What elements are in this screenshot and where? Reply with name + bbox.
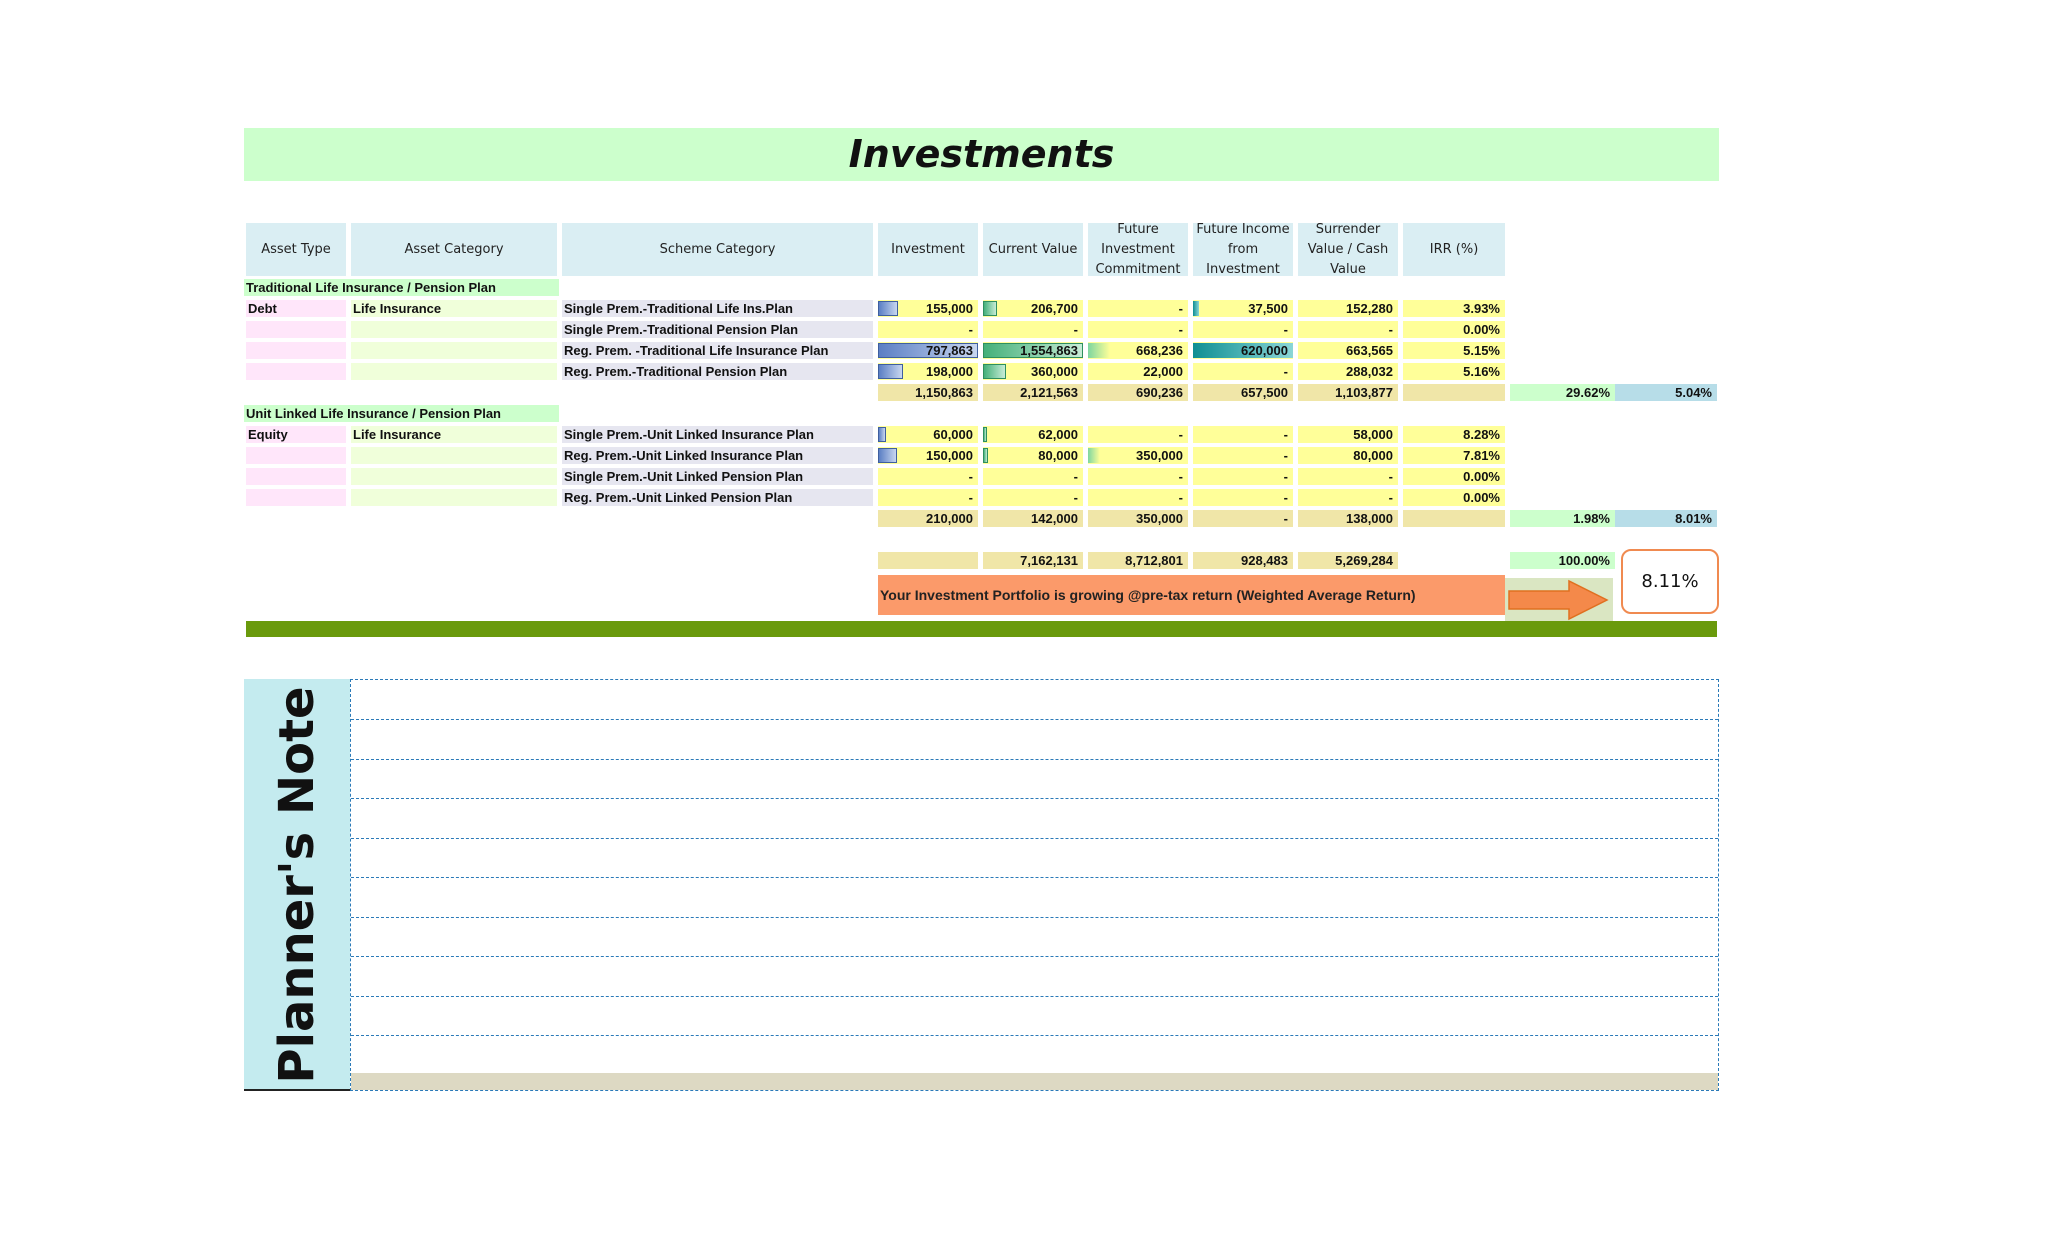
table-cell-surrender: 80,000 [1298, 447, 1398, 464]
total-surrender: 1,103,877 [1298, 384, 1398, 401]
note-line [351, 956, 1718, 957]
table-cell-asset-category: Life Insurance [351, 426, 557, 443]
table-cell-surrender: 58,000 [1298, 426, 1398, 443]
table-cell-irr: 0.00% [1403, 321, 1505, 338]
current-value-data-bar [983, 364, 1006, 379]
future-income-data-bar [1193, 301, 1199, 316]
total-surrender: 138,000 [1298, 510, 1398, 527]
table-cell-future-commitment: 350,000 [1088, 447, 1188, 464]
table-cell-investment: 198,000 [878, 363, 978, 380]
header-surrender-value: Surrender Value / Cash Value [1298, 223, 1398, 276]
planner-note-title-wrap [244, 679, 350, 1091]
table-cell-future-income: - [1193, 489, 1293, 506]
table-cell-scheme: Single Prem.-Unit Linked Insurance Plan [562, 426, 873, 443]
total-share: 1.98% [1510, 510, 1615, 527]
grand-total-investment-blank [878, 552, 978, 569]
table-cell-asset-type: Equity [246, 426, 346, 443]
investment-data-bar [878, 301, 898, 316]
section-title-traditional: Traditional Life Insurance / Pension Plan [244, 279, 559, 296]
grand-total-surrender: 5,269,284 [1298, 552, 1398, 569]
note-line [351, 1035, 1718, 1036]
total-future-income: 657,500 [1193, 384, 1293, 401]
table-cell-asset-category [351, 342, 557, 359]
total-weighted-irr: 5.04% [1615, 384, 1717, 401]
table-cell-asset-type [246, 447, 346, 464]
note-line [351, 877, 1718, 878]
table-cell-current-value: 360,000 [983, 363, 1083, 380]
table-cell-investment: 60,000 [878, 426, 978, 443]
table-cell-scheme: Reg. Prem.-Traditional Pension Plan [562, 363, 873, 380]
summary-text: Your Investment Portfolio is growing @pre-tax return (Weighted Average Return) [880, 587, 1416, 603]
section-title-unit-linked: Unit Linked Life Insurance / Pension Plan [244, 405, 559, 422]
investment-data-bar [878, 448, 897, 463]
header-future-income: Future Income from Investment [1193, 223, 1293, 276]
divider-rule [246, 621, 1717, 637]
grand-total-future-income: 928,483 [1193, 552, 1293, 569]
current-value-data-bar [983, 301, 997, 316]
table-cell-asset-type: Debt [246, 300, 346, 317]
planner-note-area[interactable] [350, 679, 1719, 1091]
total-weighted-irr: 8.01% [1615, 510, 1717, 527]
table-cell-current-value: 80,000 [983, 447, 1083, 464]
table-cell-investment: 797,863 [878, 342, 978, 359]
total-current-value: 2,121,563 [983, 384, 1083, 401]
table-cell-surrender: - [1298, 321, 1398, 338]
table-cell-future-commitment: 22,000 [1088, 363, 1188, 380]
total-share: 29.62% [1510, 384, 1615, 401]
table-cell-future-income: - [1193, 426, 1293, 443]
table-cell-investment: - [878, 321, 978, 338]
table-cell-asset-type [246, 363, 346, 380]
table-cell-asset-type [246, 342, 346, 359]
table-cell-investment: - [878, 468, 978, 485]
grand-total-future-commitment: 8,712,801 [1088, 552, 1188, 569]
table-cell-current-value: - [983, 489, 1083, 506]
investment-data-bar [878, 427, 886, 442]
table-cell-future-income: 620,000 [1193, 342, 1293, 359]
grand-total-current-value: 7,162,131 [983, 552, 1083, 569]
table-cell-surrender: 288,032 [1298, 363, 1398, 380]
table-cell-current-value: 1,554,863 [983, 342, 1083, 359]
note-line [351, 838, 1718, 839]
investment-data-bar [878, 364, 903, 379]
total-future-commitment: 690,236 [1088, 384, 1188, 401]
table-cell-scheme: Single Prem.-Unit Linked Pension Plan [562, 468, 873, 485]
table-cell-current-value: - [983, 468, 1083, 485]
table-cell-investment: 150,000 [878, 447, 978, 464]
planner-note-title: Planner's Note [269, 686, 325, 1084]
table-cell-irr: 5.16% [1403, 363, 1505, 380]
note-line [351, 996, 1718, 997]
table-cell-future-commitment: 668,236 [1088, 342, 1188, 359]
total-future-commitment: 350,000 [1088, 510, 1188, 527]
table-cell-scheme: Reg. Prem.-Unit Linked Pension Plan [562, 489, 873, 506]
note-line [351, 719, 1718, 720]
table-cell-scheme: Single Prem.-Traditional Life Ins.Plan [562, 300, 873, 317]
table-cell-future-commitment: - [1088, 426, 1188, 443]
header-future-investment-commitment: Future Investment Commitment [1088, 223, 1188, 276]
table-cell-asset-category [351, 468, 557, 485]
table-cell-future-income: - [1193, 447, 1293, 464]
table-cell-irr: 0.00% [1403, 468, 1505, 485]
table-cell-asset-category [351, 321, 557, 338]
table-cell-future-commitment: - [1088, 300, 1188, 317]
table-cell-asset-category [351, 447, 557, 464]
header-investment: Investment [878, 223, 978, 276]
table-cell-scheme: Reg. Prem. -Traditional Life Insurance Plan [562, 342, 873, 359]
total-irr-blank [1403, 510, 1505, 527]
table-cell-future-commitment: - [1088, 321, 1188, 338]
table-cell-surrender: - [1298, 489, 1398, 506]
table-cell-irr: 0.00% [1403, 489, 1505, 506]
table-cell-investment: - [878, 489, 978, 506]
table-cell-future-income: - [1193, 321, 1293, 338]
current-value-data-bar [983, 427, 987, 442]
note-line [351, 917, 1718, 918]
header-current-value: Current Value [983, 223, 1083, 276]
table-cell-asset-category [351, 363, 557, 380]
header-asset-category: Asset Category [351, 223, 557, 276]
table-cell-irr: 3.93% [1403, 300, 1505, 317]
table-cell-surrender: 663,565 [1298, 342, 1398, 359]
total-investment: 1,150,863 [878, 384, 978, 401]
table-cell-asset-type [246, 489, 346, 506]
page-title: Investments [848, 132, 1115, 176]
grand-total-share: 100.00% [1510, 552, 1615, 569]
weighted-return-box: 8.11% [1621, 549, 1719, 614]
arrow-right-icon [1505, 578, 1613, 622]
note-line [351, 798, 1718, 799]
table-cell-surrender: - [1298, 468, 1398, 485]
table-cell-surrender: 152,280 [1298, 300, 1398, 317]
table-cell-current-value: 62,000 [983, 426, 1083, 443]
total-current-value: 142,000 [983, 510, 1083, 527]
future-commitment-data-bar [1088, 343, 1110, 358]
table-cell-asset-type [246, 468, 346, 485]
table-cell-asset-category [351, 489, 557, 506]
table-cell-future-commitment: - [1088, 489, 1188, 506]
table-cell-future-commitment: - [1088, 468, 1188, 485]
table-cell-current-value: 206,700 [983, 300, 1083, 317]
table-cell-future-income: - [1193, 468, 1293, 485]
table-cell-future-income: - [1193, 363, 1293, 380]
header-asset-type: Asset Type [246, 223, 346, 276]
table-cell-scheme: Single Prem.-Traditional Pension Plan [562, 321, 873, 338]
current-value-data-bar [983, 448, 988, 463]
table-cell-current-value: - [983, 321, 1083, 338]
header-irr: IRR (%) [1403, 223, 1505, 276]
table-cell-irr: 5.15% [1403, 342, 1505, 359]
table-cell-asset-category: Life Insurance [351, 300, 557, 317]
total-irr-blank [1403, 384, 1505, 401]
total-future-income: - [1193, 510, 1293, 527]
table-cell-irr: 8.28% [1403, 426, 1505, 443]
table-cell-irr: 7.81% [1403, 447, 1505, 464]
table-cell-asset-type [246, 321, 346, 338]
table-cell-investment: 155,000 [878, 300, 978, 317]
planner-note-footer [351, 1073, 1718, 1090]
future-commitment-data-bar [1088, 448, 1100, 463]
total-investment: 210,000 [878, 510, 978, 527]
table-cell-future-income: 37,500 [1193, 300, 1293, 317]
table-cell-scheme: Reg. Prem.-Unit Linked Insurance Plan [562, 447, 873, 464]
note-line [351, 759, 1718, 760]
header-scheme-category: Scheme Category [562, 223, 873, 276]
